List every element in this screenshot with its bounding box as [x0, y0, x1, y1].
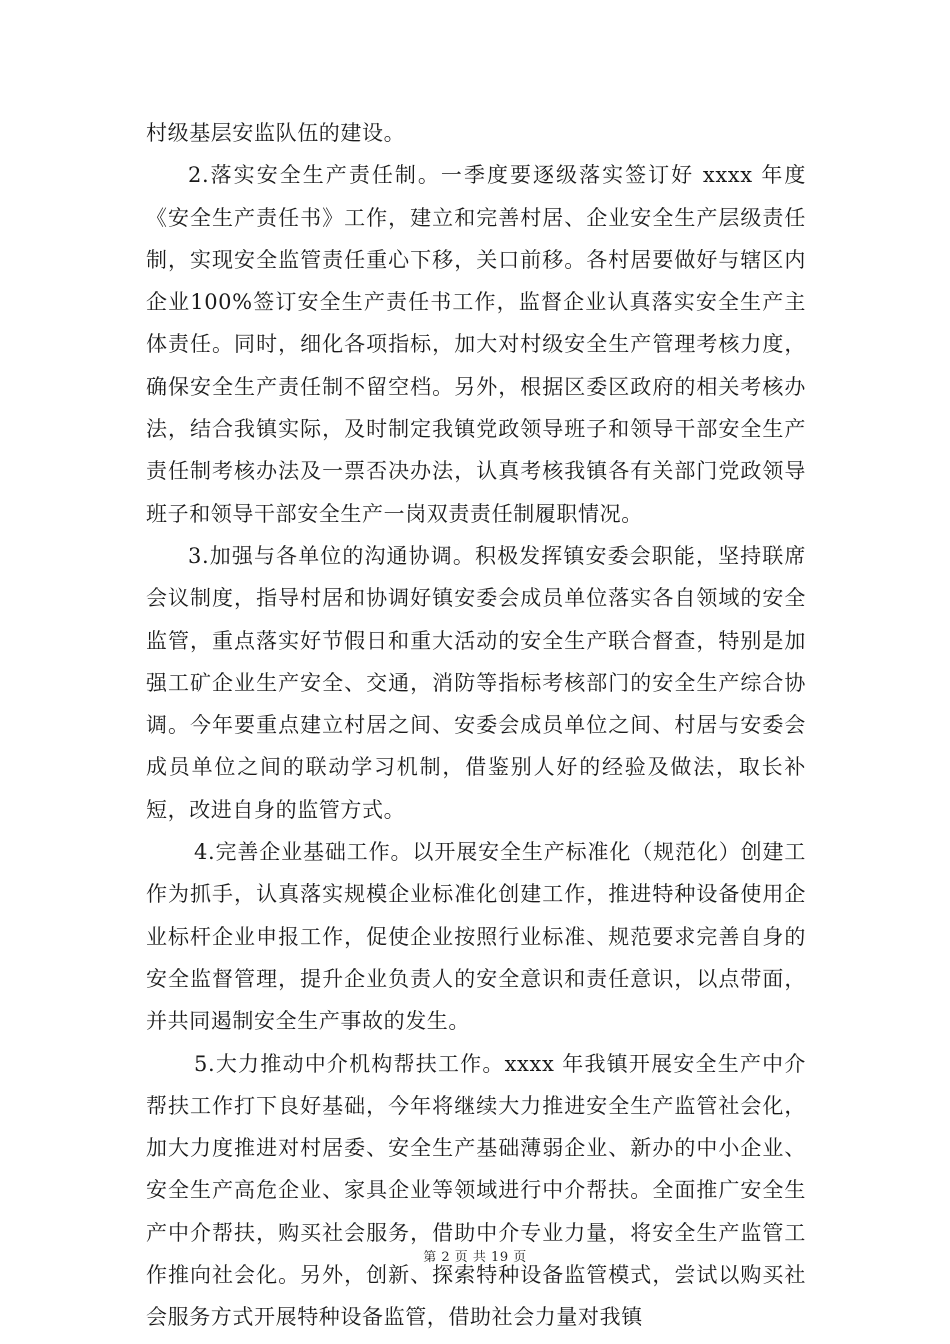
paragraph-item-2: 2.落实安全生产责任制。一季度要逐级落实签订好 xxxx 年度《安全生产责任书》工作，建立和完善村居、企业安全生产层级责任制，实现安全监管责任重心下移，关口前移。各村居要做好与辖区内企业100%签订安全生产责任书工作，监督企业认真落实安全生产主体责任。同时，细化各项指标，加大对村级安全生产管理考核力度，确保安全生产责任制不留空档。另外，根据区委区政府的相关考核办法，结合我镇实际，及时制定我镇党政领导班子和领导干部安全生产责任制考核办法及一票否决办法，认真考核我镇各有关部门党政领导班子和领导干部安全生产一岗双责责任制履职情况。 — [146, 163, 806, 526]
page-footer — [0, 1246, 950, 1265]
document-body — [146, 112, 806, 1339]
paragraph-item-5: 5.大力推动中介机构帮扶工作。xxxx 年我镇开展安全生产中介帮扶工作打下良好基础，今年将继续大力推进安全生产监管社会化，加大力度推进对村居委、安全生产基础薄弱企业、新办的中小企业、安全生产高危企业、家具企业等领域进行中介帮扶。全面推广安全生产中介帮扶，购买社会服务，借助中介专业力量，将安全生产监管工作推向社会化。另外，创新、探索特种设备监管模式，尝试以购买社会服务方式开展特种设备监管，借助社会力量对我镇 — [146, 1051, 806, 1330]
page-number: 第 2 页 共 19 页 — [423, 1250, 527, 1265]
paragraph-continuation: 村级基层安监队伍的建设。 — [146, 121, 406, 145]
paragraph-item-3: 3.加强与各单位的沟通协调。积极发挥镇安委会职能，坚持联席会议制度，指导村居和协调好镇安委会成员单位落实各自领域的安全监管，重点落实好节假日和重大活动的安全生产联合督查，特别是加强工矿企业生产安全、交通，消防等指标考核部门的安全生产综合协调。今年要重点建立村居之间、安委会成员单位之间、村居与安委会成员单位之间的联动学习机制，借鉴别人好的经验及做法，取长补短，改进自身的监管方式。 — [146, 543, 806, 822]
paragraph-item-4: 4.完善企业基础工作。以开展安全生产标准化（规范化）创建工作为抓手，认真落实规模企业标准化创建工作，推进特种设备使用企业标杆企业申报工作，促使企业按照行业标准、规范要求完善自身的安全监督管理，提升企业负责人的安全意识和责任意识，以点带面，并共同遏制安全生产事故的发生。 — [146, 840, 806, 1034]
